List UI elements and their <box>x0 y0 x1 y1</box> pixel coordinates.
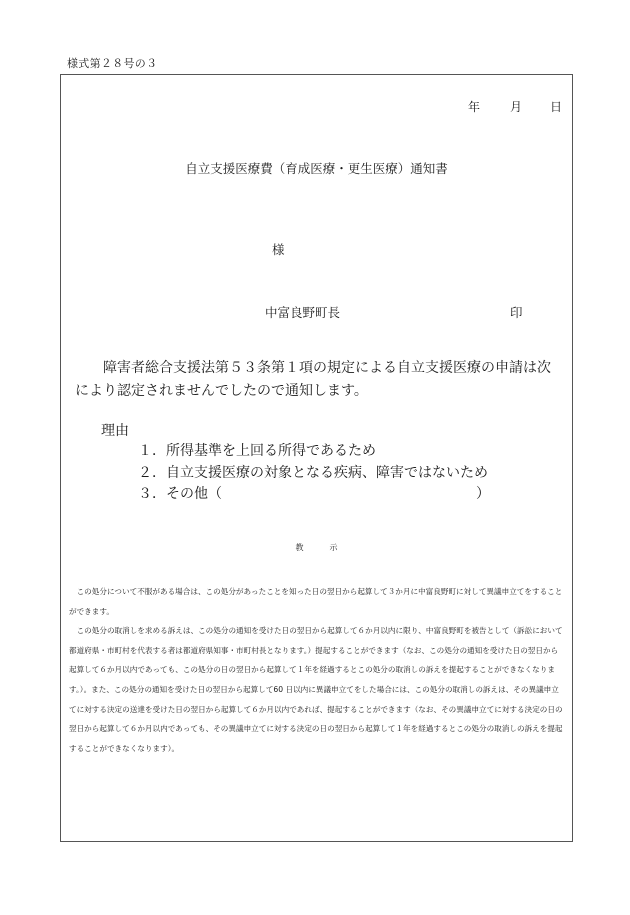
instruction-paragraph: この処分の取消しを求める訴えは、この処分の通知を受けた日の翌日から起算して６か月以内に限り、中富良野町を被告として（訴訟において都道府県・市町村を代表する者は都道府県知事・市町村長となります。）提起することができます（なお、この処分の通知を受けた日の翌日から起算して６か月以内であっても、この処分の日の翌日から起算して１年を経過するとこの処分の取消しの訴えを提起することができなくなります。）。また、この処分の通知を受けた日の翌日から起算して60 日以内に異議申立てをした場合には、この処分の取消しの訴えは、その異議申立てに対する決定の送達を受けた日の翌日から起算して６か月以内であれば、提起することができます（なお、その異議申立てに対する決定の日の翌日から起算して６か月以内であっても、その異議申立てに対する決定の日の翌日から起算して１年を経過するとこの処分の取消しの訴えを提起することができなくなります）。 <box>69 626 563 753</box>
date-month-label: 月 <box>509 100 522 114</box>
instruction-paragraph: この処分について不服がある場合は、この処分があったことを知った日の翌日から起算して３か月に中富良野町に対して異議申立てをすることができます。 <box>69 587 563 616</box>
reason-item: １．所得基準を上回る所得であるため <box>138 443 376 459</box>
issuer-name: 中富良野町長 <box>265 305 341 320</box>
instruction-text <box>69 582 564 758</box>
reason-close-paren: ） <box>476 486 490 502</box>
main-text: 障害者総合支援法第５３条第１項の規定による自立支援医療の申請は次により認定されませんでしたので通知します。 <box>75 360 551 399</box>
seal-mark: 印 <box>510 305 523 320</box>
reason-item-other <box>138 484 488 506</box>
reason-heading: 理由 <box>101 423 129 439</box>
reason-list <box>138 441 488 506</box>
document-frame <box>60 74 573 842</box>
date-year-label: 年 <box>467 100 480 114</box>
form-number: 様式第２８号の３ <box>67 57 158 70</box>
date-line <box>468 98 562 115</box>
reason-item-label: ３．その他（ <box>138 486 222 502</box>
date-day-label: 日 <box>549 100 562 114</box>
recipient-suffix: 様 <box>272 242 285 257</box>
document-title: 自立支援医療費（育成医療・更生医療）通知書 <box>185 161 448 176</box>
instruction-heading: 教示 <box>295 543 364 552</box>
reason-item: ２．自立支援医療の対象となる疾病、障害ではないため <box>138 464 488 481</box>
